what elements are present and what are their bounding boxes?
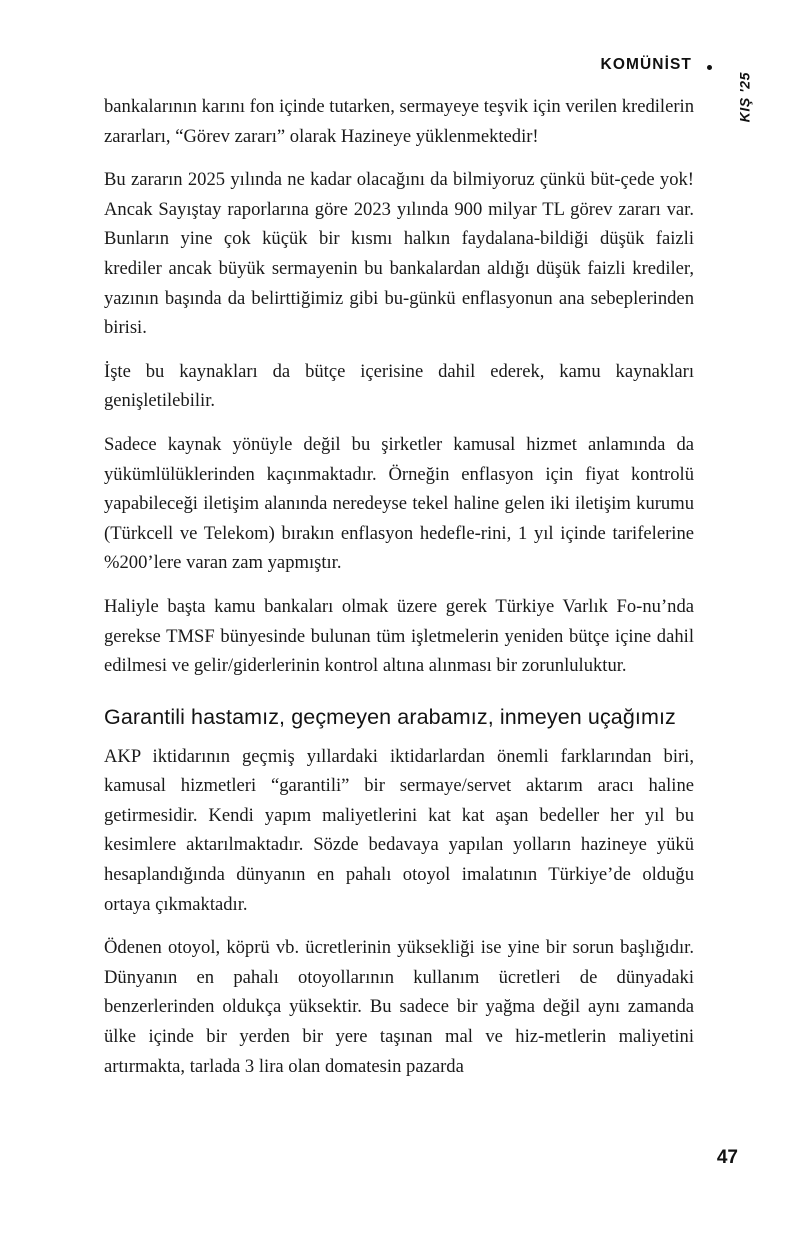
section-heading: Garantili hastamız, geçmeyen arabamız, inmeyen uçağımız [104, 704, 676, 729]
paragraph: Bu zararın 2025 yılında ne kadar olacağını da bilmiyoruz çünkü büt-çede yok! Ancak Sayıştay raporlarına göre 2023 yılında 900 milyar TL görev zararı var. Bunların yine çok küçük bir kısmı halkın faydalana-bildiği düşük faizli krediler ancak büyük sermayenin bu bankalardan aldığı düşük faizli krediler, yazının başında da belirttiğimiz gibi bu-günkü enflasyonun ana sebeplerinden birisi. [104, 169, 694, 339]
publication-title: KOMÜNİST [600, 56, 692, 73]
page-number: 47 [716, 1147, 738, 1168]
issue-label: KIŞ '25 [736, 72, 752, 123]
article-body [104, 92, 694, 1081]
paragraph: bankalarının karını fon içinde tutarken, sermayeye teşvik için verilen kredilerin zararları, “Görev zararı” olarak Hazineye yüklenmektedir! [104, 96, 694, 147]
paragraph: AKP iktidarının geçmiş yıllardaki iktidarlardan önemli farklarından biri, kamusal hizmetleri “garantili” bir sermaye/servet aktarım aracı haline getirmesidir. Kendi yapım maliyetlerini kat kat aşan bedeller her yıl bu kesimlere aktarılmaktadır. Sözde bedavaya yapılan yolların hazineye yükü hesaplandığında dünyanın en pahalı otoyol imalatının Türkiye’de olduğu ortaya çıkmaktadır. [104, 745, 694, 915]
paragraph: Sadece kaynak yönüyle değil bu şirketler kamusal hizmet anlamında da yükümlülüklerinden kaçınmaktadır. Örneğin enflasyon için fiyat kontrolü yapabileceği iletişim alanında neredeyse tekel haline gelen iki iletişim kurumu (Türkcell ve Telekom) bırakın enflasyon hedefle-rini, 1 yıl içinde tarifelerine %200’lere varan zam yapmıştır. [104, 433, 694, 574]
paragraph: Ödenen otoyol, köprü vb. ücretlerinin yüksekliği ise yine bir sorun başlığıdır. Dünyanın en pahalı otoyollarının kullanım ücretleri de dünyadaki benzerlerinden oldukça yüksektir. Bu sadece bir yağma değil aynı zamanda ülke içinde bir yerden bir yere taşınan mal ve hiz-metlerin maliyetini artırmakta, tarlada 3 lira olan domatesin pazarda [104, 937, 694, 1077]
paragraph: Haliyle başta kamu bankaları olmak üzere gerek Türkiye Varlık Fo-nu’nda gerekse TMSF bünyesinde bulunan tüm işletmelerin yeniden bütçe içine dahil edilmesi ve gelir/giderlerinin kontrol altına alınması bir zorunluluktur. [104, 595, 694, 677]
paragraph: İşte bu kaynakları da bütçe içerisine dahil ederek, kamu kaynakları genişletilebilir. [104, 360, 694, 412]
bullet-separator-icon [707, 65, 712, 70]
